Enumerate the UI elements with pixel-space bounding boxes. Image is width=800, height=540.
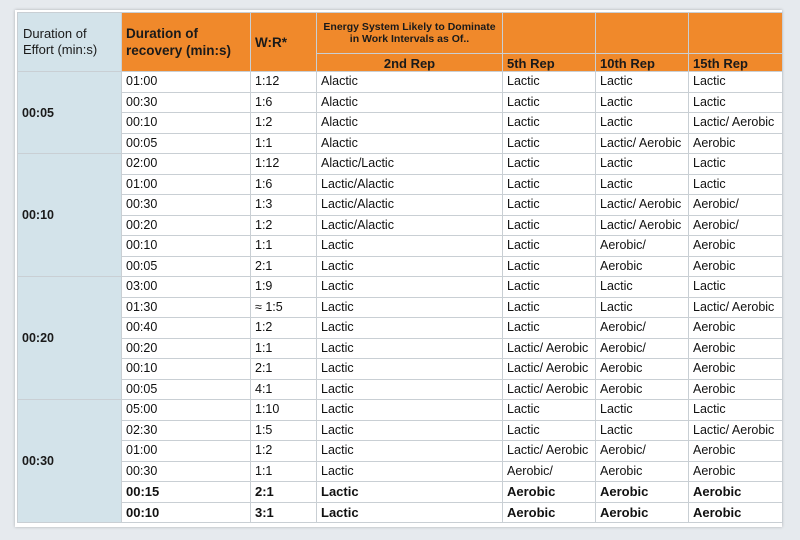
rep-10-system: Lactic (596, 420, 689, 441)
rep-2-system: Alactic (317, 113, 503, 134)
table-row (18, 277, 783, 298)
recovery-duration: 05:00 (122, 400, 251, 421)
rep-2-system: Lactic (317, 441, 503, 462)
rep-5-system: Lactic (503, 133, 596, 154)
rep-2-system: Lactic (317, 379, 503, 400)
table-row (18, 133, 783, 154)
rep-15-system: Lactic/ Aerobic (689, 113, 783, 134)
rep-5-system: Aerobic (503, 502, 596, 523)
table-row (18, 379, 783, 400)
rep-2-system: Lactic/Alactic (317, 174, 503, 195)
rep-10-system: Aerobic (596, 502, 689, 523)
rep-2-system: Alactic (317, 133, 503, 154)
rep-5-system: Lactic (503, 420, 596, 441)
rep-2-system: Lactic (317, 318, 503, 339)
header-effort: Duration of Effort (min:s) (18, 13, 122, 72)
rep-15-system: Lactic (689, 72, 783, 93)
work-rest-ratio: 4:1 (251, 379, 317, 400)
rep-5-system: Lactic (503, 297, 596, 318)
rep-2-system: Lactic (317, 359, 503, 380)
table-row (18, 502, 783, 523)
table-row (18, 359, 783, 380)
table-row (18, 256, 783, 277)
table-row (18, 400, 783, 421)
recovery-duration: 00:10 (122, 236, 251, 257)
work-rest-ratio: 1:3 (251, 195, 317, 216)
rep-2-system: Lactic (317, 400, 503, 421)
recovery-duration: 00:30 (122, 461, 251, 482)
rep-10-system: Lactic (596, 297, 689, 318)
recovery-duration: 03:00 (122, 277, 251, 298)
rep-5-system: Lactic/ Aerobic (503, 379, 596, 400)
work-rest-ratio: 1:12 (251, 72, 317, 93)
rep-5-system: Lactic/ Aerobic (503, 338, 596, 359)
rep-10-system: Aerobic (596, 461, 689, 482)
table-row (18, 236, 783, 257)
recovery-duration: 00:05 (122, 256, 251, 277)
rep-10-system: Aerobic/ (596, 318, 689, 339)
recovery-duration: 00:20 (122, 215, 251, 236)
rep-2-system: Lactic (317, 256, 503, 277)
work-rest-ratio: 2:1 (251, 482, 317, 503)
header-rep-10: 10th Rep (596, 54, 689, 72)
rep-5-system: Lactic (503, 154, 596, 175)
rep-5-system: Lactic (503, 400, 596, 421)
rep-2-system: Alactic/Lactic (317, 154, 503, 175)
rep-10-system: Lactic (596, 277, 689, 298)
work-rest-ratio: 1:5 (251, 420, 317, 441)
rep-2-system: Lactic (317, 277, 503, 298)
table-row (18, 215, 783, 236)
rep-10-system: Lactic (596, 92, 689, 113)
energy-system-table (17, 12, 783, 523)
table-body (18, 72, 783, 523)
work-rest-ratio: 1:1 (251, 461, 317, 482)
rep-15-system: Aerobic/ (689, 195, 783, 216)
recovery-duration: 00:10 (122, 113, 251, 134)
table-row (18, 297, 783, 318)
table-row (18, 195, 783, 216)
table-row (18, 338, 783, 359)
rep-2-system: Lactic (317, 297, 503, 318)
rep-15-system: Lactic (689, 154, 783, 175)
header-rep-5: 5th Rep (503, 54, 596, 72)
recovery-duration: 00:30 (122, 92, 251, 113)
rep-5-system: Lactic/ Aerobic (503, 441, 596, 462)
rep-15-system: Aerobic (689, 256, 783, 277)
recovery-duration: 00:10 (122, 359, 251, 380)
rep-2-system: Lactic (317, 236, 503, 257)
header-rep-2: 2nd Rep (317, 54, 503, 72)
rep-2-system: Lactic (317, 338, 503, 359)
header-blank-15 (689, 13, 783, 54)
header-recovery: Duration of recovery (min:s) (122, 13, 251, 72)
table-row (18, 154, 783, 175)
table-row (18, 482, 783, 503)
rep-10-system: Aerobic (596, 379, 689, 400)
rep-5-system: Lactic (503, 256, 596, 277)
effort-duration: 00:20 (18, 277, 122, 400)
rep-5-system: Lactic (503, 113, 596, 134)
recovery-duration: 02:00 (122, 154, 251, 175)
rep-10-system: Aerobic/ (596, 236, 689, 257)
recovery-duration: 01:00 (122, 441, 251, 462)
table-row (18, 72, 783, 93)
work-rest-ratio: ≈ 1:5 (251, 297, 317, 318)
rep-10-system: Lactic (596, 72, 689, 93)
recovery-duration: 01:00 (122, 72, 251, 93)
recovery-duration: 02:30 (122, 420, 251, 441)
rep-15-system: Aerobic (689, 502, 783, 523)
rep-15-system: Aerobic (689, 379, 783, 400)
rep-5-system: Lactic (503, 236, 596, 257)
rep-15-system: Aerobic (689, 441, 783, 462)
work-rest-ratio: 1:1 (251, 236, 317, 257)
work-rest-ratio: 1:9 (251, 277, 317, 298)
rep-2-system: Lactic (317, 482, 503, 503)
table-row (18, 92, 783, 113)
rep-15-system: Aerobic (689, 133, 783, 154)
work-rest-ratio: 1:6 (251, 174, 317, 195)
recovery-duration: 01:30 (122, 297, 251, 318)
rep-15-system: Lactic/ Aerobic (689, 297, 783, 318)
table-row (18, 441, 783, 462)
header-rep-15: 15th Rep (689, 54, 783, 72)
rep-10-system: Lactic (596, 154, 689, 175)
table-row (18, 318, 783, 339)
rep-10-system: Lactic/ Aerobic (596, 195, 689, 216)
recovery-duration: 00:05 (122, 379, 251, 400)
header-wr: W:R* (251, 13, 317, 72)
work-rest-ratio: 1:2 (251, 215, 317, 236)
rep-10-system: Lactic/ Aerobic (596, 215, 689, 236)
work-rest-ratio: 1:6 (251, 92, 317, 113)
effort-duration: 00:30 (18, 400, 122, 523)
rep-15-system: Aerobic/ (689, 215, 783, 236)
rep-5-system: Lactic (503, 277, 596, 298)
rep-2-system: Lactic (317, 461, 503, 482)
rep-15-system: Aerobic (689, 318, 783, 339)
header-blank-10 (596, 13, 689, 54)
table-row (18, 420, 783, 441)
rep-2-system: Alactic (317, 72, 503, 93)
rep-10-system: Aerobic (596, 482, 689, 503)
work-rest-ratio: 1:1 (251, 338, 317, 359)
table-row (18, 461, 783, 482)
rep-15-system: Lactic (689, 400, 783, 421)
work-rest-ratio: 2:1 (251, 359, 317, 380)
recovery-duration: 00:30 (122, 195, 251, 216)
table-row (18, 113, 783, 134)
work-rest-ratio: 1:12 (251, 154, 317, 175)
rep-2-system: Lactic (317, 420, 503, 441)
rep-15-system: Aerobic (689, 359, 783, 380)
rep-15-system: Aerobic (689, 482, 783, 503)
header-energy-system: Energy System Likely to Dominate in Work Intervals as Of.. (317, 13, 503, 54)
work-rest-ratio: 1:10 (251, 400, 317, 421)
rep-10-system: Aerobic/ (596, 441, 689, 462)
rep-10-system: Lactic (596, 174, 689, 195)
rep-5-system: Lactic (503, 72, 596, 93)
header-blank-5 (503, 13, 596, 54)
rep-2-system: Lactic/Alactic (317, 195, 503, 216)
rep-15-system: Lactic (689, 277, 783, 298)
rep-2-system: Lactic (317, 502, 503, 523)
work-rest-ratio: 1:1 (251, 133, 317, 154)
rep-15-system: Aerobic (689, 236, 783, 257)
rep-2-system: Lactic/Alactic (317, 215, 503, 236)
table-row (18, 174, 783, 195)
work-rest-ratio: 1:2 (251, 113, 317, 134)
rep-15-system: Lactic (689, 92, 783, 113)
rep-5-system: Aerobic (503, 482, 596, 503)
rep-2-system: Alactic (317, 92, 503, 113)
rep-15-system: Aerobic (689, 461, 783, 482)
recovery-duration: 01:00 (122, 174, 251, 195)
rep-10-system: Lactic (596, 113, 689, 134)
rep-10-system: Lactic/ Aerobic (596, 133, 689, 154)
rep-15-system: Aerobic (689, 338, 783, 359)
rep-5-system: Lactic/ Aerobic (503, 359, 596, 380)
rep-5-system: Lactic (503, 215, 596, 236)
rep-10-system: Lactic (596, 400, 689, 421)
recovery-duration: 00:40 (122, 318, 251, 339)
rep-5-system: Lactic (503, 318, 596, 339)
effort-duration: 00:05 (18, 72, 122, 154)
recovery-duration: 00:15 (122, 482, 251, 503)
rep-5-system: Aerobic/ (503, 461, 596, 482)
rep-10-system: Aerobic/ (596, 338, 689, 359)
work-rest-ratio: 1:2 (251, 441, 317, 462)
recovery-duration: 00:20 (122, 338, 251, 359)
effort-duration: 00:10 (18, 154, 122, 277)
rep-10-system: Aerobic (596, 256, 689, 277)
recovery-duration: 00:05 (122, 133, 251, 154)
work-rest-ratio: 3:1 (251, 502, 317, 523)
work-rest-ratio: 1:2 (251, 318, 317, 339)
work-rest-ratio: 2:1 (251, 256, 317, 277)
rep-15-system: Lactic (689, 174, 783, 195)
rep-15-system: Lactic/ Aerobic (689, 420, 783, 441)
rep-10-system: Aerobic (596, 359, 689, 380)
rep-5-system: Lactic (503, 195, 596, 216)
rep-5-system: Lactic (503, 174, 596, 195)
rep-5-system: Lactic (503, 92, 596, 113)
recovery-duration: 00:10 (122, 502, 251, 523)
